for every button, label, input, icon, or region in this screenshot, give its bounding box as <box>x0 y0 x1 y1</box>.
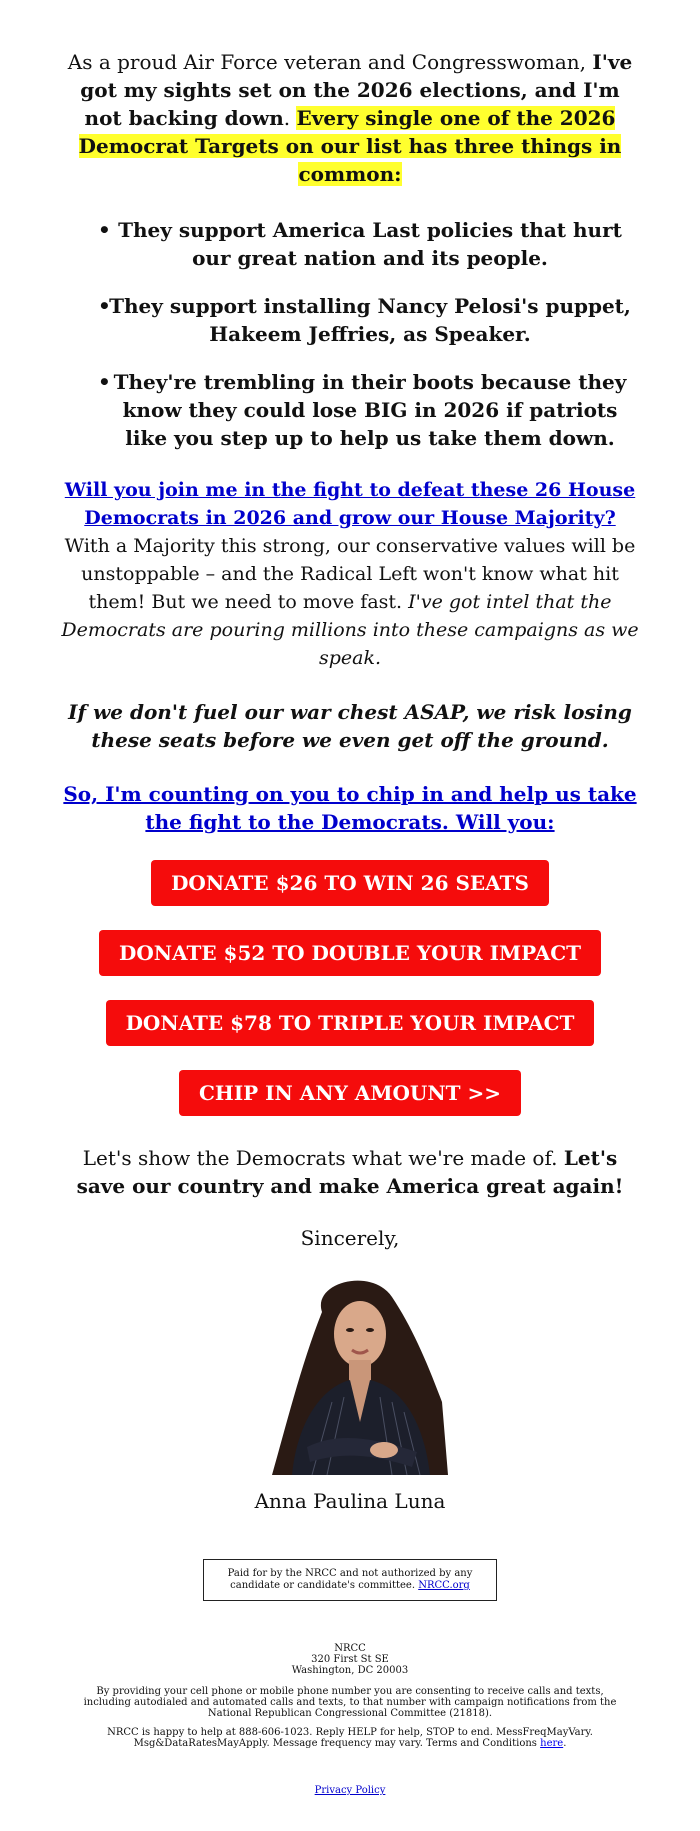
nrcc-link[interactable]: NRCC.org <box>418 1580 470 1591</box>
bullet-text: They support installing Nancy Pelosi's puppet, Hakeem Jeffries, as Speaker. <box>109 294 631 346</box>
bullet-text: They support America Last policies that hurt our great nation and its people. <box>118 218 622 270</box>
ask-paragraph <box>60 780 640 836</box>
bullet-icon: • <box>98 370 111 394</box>
signer-name: Anna Paulina Luna <box>254 1489 446 1513</box>
help-end: . <box>563 1738 567 1749</box>
closing-paragraph <box>60 1144 640 1200</box>
privacy-policy-link[interactable]: Privacy Policy <box>314 1785 386 1796</box>
paid-for-disclaimer <box>203 1559 497 1601</box>
signoff: Sincerely, <box>300 1226 400 1250</box>
chip-in-any-amount-button[interactable]: CHIP IN ANY AMOUNT >> <box>179 1070 521 1116</box>
signer-photo <box>252 1272 448 1475</box>
closing-text: Let's show the Democrats what we're made of. <box>82 1146 564 1170</box>
donate-78-button[interactable]: DONATE $78 TO TRIPLE YOUR IMPACT <box>106 1000 595 1046</box>
join-paragraph <box>60 476 640 672</box>
bullet-icon: • <box>98 294 111 318</box>
bullet-icon: • <box>98 218 111 242</box>
intro-paragraph <box>60 48 640 188</box>
closing-bold: Let's save our country and make America great again! <box>76 1146 624 1198</box>
email-body <box>60 0 640 1796</box>
intro-bold: I've got my sights set on the 2026 elections, and I'm not backing down <box>80 50 633 130</box>
intro-period: . <box>283 106 297 130</box>
bullet-list <box>60 216 640 452</box>
join-italic: I've got intel that the Democrats are pouring millions into these campaigns as we speak. <box>61 591 639 669</box>
list-item <box>68 216 640 272</box>
address-street: 320 First St SE <box>311 1654 389 1665</box>
warning-paragraph: If we don't fuel our war chest ASAP, we risk losing these seats before we even get off the ground. <box>68 700 632 752</box>
disclaimer-text: Paid for by the NRCC and not authorized by any candidate or candidate's committee. <box>227 1568 473 1591</box>
list-item <box>68 368 640 452</box>
bullet-text: They're trembling in their boots because they know they could lose BIG in 2026 if patriots like you step up to help us take them down. <box>113 370 627 450</box>
donate-26-button[interactable]: DONATE $26 TO WIN 26 SEATS <box>151 860 549 906</box>
help-body: NRCC is happy to help at 888-606-1023. Reply HELP for help, STOP to end. MessFreqMayVary. Msg&DataRatesMayApply. Message frequency may vary. Terms and Conditions <box>107 1727 593 1749</box>
terms-link[interactable]: here <box>540 1738 564 1749</box>
donate-52-button[interactable]: DONATE $52 TO DOUBLE YOUR IMPACT <box>99 930 601 976</box>
list-item <box>68 292 640 348</box>
address-org: NRCC <box>334 1643 366 1654</box>
address-city: Washington, DC 20003 <box>291 1665 409 1676</box>
intro-lead: As a proud Air Force veteran and Congresswoman, <box>67 50 593 74</box>
join-text: With a Majority this strong, our conservative values will be unstoppable – and the Radical Left won't know what hit them! But we need to move fast. <box>64 535 636 613</box>
chip-in-link[interactable]: So, I'm counting on you to chip in and help us take the fight to the Democrats. Will you: <box>63 782 637 834</box>
portrait-image <box>252 1272 448 1475</box>
join-fight-link[interactable]: Will you join me in the fight to defeat these 26 House Democrats in 2026 and grow our House Majority? <box>64 479 636 529</box>
help-text <box>60 1727 640 1749</box>
privacy-footer <box>60 1785 640 1796</box>
mailing-address <box>60 1643 640 1676</box>
sms-consent-text: By providing your cell phone or mobile phone number you are consenting to receive calls and texts, including autodialed and automated calls and texts, to that number with campaign notifications from the National Republican Congressional Committee (21818). <box>83 1686 617 1719</box>
intro-highlight: Every single one of the 2026 Democrat Targets on our list has three things in common: <box>78 106 622 186</box>
